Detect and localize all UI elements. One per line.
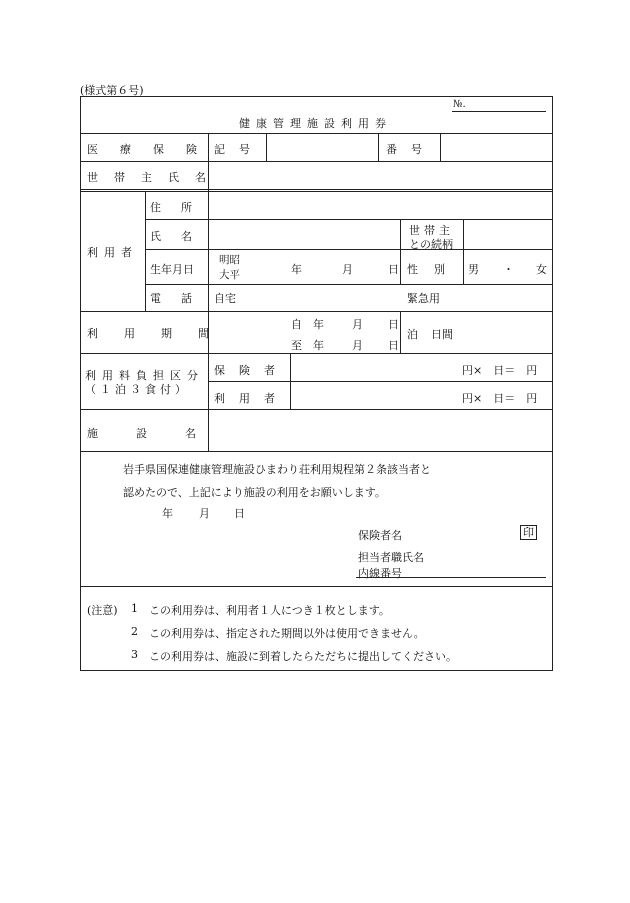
birthdate-label: 生年月日 xyxy=(150,263,194,276)
form-number-label: (様式第６号) xyxy=(80,84,144,97)
insurance-label-text: 医療保険 xyxy=(87,143,219,156)
relation-label-1: 世帯主 xyxy=(409,224,454,237)
extension-label: 内線番号 xyxy=(358,567,402,580)
fee-user-calc: 円× 日＝ 円 xyxy=(462,392,538,405)
birth-day-label: 日 xyxy=(388,263,399,276)
home-phone-label: 自宅 xyxy=(214,292,236,305)
birth-month-label: 月 xyxy=(342,263,353,276)
notes-label: (注意) xyxy=(87,604,118,617)
extension-underline xyxy=(356,577,546,578)
note-text: この利用券は、利用者１人につき１枚とします。 xyxy=(149,604,390,617)
period-label: 利用期間 xyxy=(87,327,235,340)
period-from-year: 年 xyxy=(313,318,324,331)
insurer-name-label: 保険者名 xyxy=(358,529,402,542)
period-from-month: 月 xyxy=(352,318,363,331)
divider xyxy=(400,311,401,353)
fee-insurer-calc: 円× 日＝ 円 xyxy=(462,364,538,377)
birth-year-label: 年 xyxy=(291,263,302,276)
request-date-year: 年 xyxy=(162,507,173,520)
divider xyxy=(145,284,552,285)
householder-label: 世帯主氏名 xyxy=(87,171,222,184)
address-label: 住所 xyxy=(150,201,212,214)
period-from-day: 日 xyxy=(388,318,399,331)
divider xyxy=(208,381,552,382)
period-to: 至 xyxy=(291,339,302,352)
user-label: 利用者 xyxy=(87,246,138,259)
divider xyxy=(80,409,552,410)
period-to-day: 日 xyxy=(388,339,399,352)
divider xyxy=(400,219,401,284)
divider xyxy=(80,161,552,162)
divider xyxy=(80,586,552,587)
note-number: 2 xyxy=(131,625,138,638)
name-label: 氏名 xyxy=(150,230,212,243)
fee-user-label: 利用者 xyxy=(214,392,289,405)
period-from: 自 xyxy=(291,318,302,331)
divider xyxy=(80,191,552,192)
facility-label: 施設名 xyxy=(87,427,234,440)
days-label: 日間 xyxy=(431,328,453,341)
divider xyxy=(80,451,552,452)
serial-no-underline xyxy=(452,111,546,112)
request-date-month: 月 xyxy=(199,507,210,520)
serial-no-label: №. xyxy=(453,99,466,110)
era-label-2: 大平 xyxy=(219,269,240,281)
request-line-1: 岩手県国保連健康管理施設ひまわり荘利用規程第２条該当者と xyxy=(123,463,431,476)
fee-insurer-label: 保険者 xyxy=(214,364,289,377)
period-to-month: 月 xyxy=(352,339,363,352)
staff-label: 担当者職氏名 xyxy=(358,551,424,564)
phone-label: 電話 xyxy=(150,292,212,305)
nights-label: 泊 xyxy=(407,328,418,341)
divider xyxy=(145,219,552,220)
symbol-label: 記号 xyxy=(214,143,264,156)
relation-label-2: との続柄 xyxy=(409,238,453,251)
note-number: 1 xyxy=(131,602,138,615)
male-option: 男 xyxy=(468,263,479,276)
divider xyxy=(440,133,441,161)
note-number: 3 xyxy=(131,648,138,661)
request-date-day: 日 xyxy=(234,507,245,520)
emergency-phone-label: 緊急用 xyxy=(407,292,440,305)
period-to-year: 年 xyxy=(313,339,324,352)
insurance-label xyxy=(87,141,219,157)
number-label: 番号 xyxy=(386,143,436,156)
sex-separator: ・ xyxy=(503,263,514,276)
request-line-2: 認めたので、上記により施設の利用をお願いします。 xyxy=(123,486,386,499)
divider xyxy=(266,133,267,161)
era-label-1: 明昭 xyxy=(219,254,240,266)
form-title: 健康管理施設利用券 xyxy=(239,117,392,130)
divider xyxy=(80,189,552,190)
divider xyxy=(290,353,291,409)
divider xyxy=(378,133,379,161)
divider xyxy=(145,249,552,250)
divider xyxy=(80,311,552,312)
female-option: 女 xyxy=(536,263,547,276)
note-text: この利用券は、指定された期間以外は使用できません。 xyxy=(149,627,425,640)
note-text: この利用券は、施設に到着したらただちに提出してください。 xyxy=(149,650,457,663)
seal-mark: 印 xyxy=(520,525,537,540)
divider xyxy=(80,353,552,354)
divider xyxy=(463,219,464,284)
divider xyxy=(145,191,146,311)
fee-label-1: 利用料負担区分 xyxy=(85,369,204,382)
sex-label: 性別 xyxy=(407,263,461,276)
divider xyxy=(80,133,552,134)
fee-label-2: （１泊３食付） xyxy=(85,383,190,396)
